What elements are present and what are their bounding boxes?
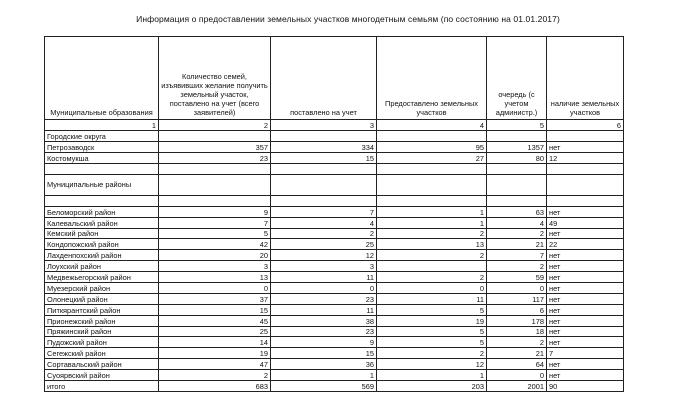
cell-available: нет — [547, 228, 624, 239]
cell-available: 49 — [547, 217, 624, 228]
cell-families: 15 — [159, 304, 271, 315]
column-number: 5 — [487, 120, 547, 131]
table-row — [45, 283, 624, 294]
document-title: Информация о предоставлении земельных участков многодетным семьям (по состоянию на 01.01.2017) — [136, 14, 560, 24]
cell-families: 25 — [159, 326, 271, 337]
cell-available: 12 — [547, 152, 624, 163]
cell-queue: 6 — [487, 304, 547, 315]
header-municipality: Муниципальные образования — [45, 37, 159, 120]
cell-provided: 2 — [377, 272, 487, 283]
cell-families: 14 — [159, 337, 271, 348]
row-name: Олонецкий район — [45, 293, 159, 304]
cell-queue: 18 — [487, 326, 547, 337]
cell-provided: 11 — [377, 293, 487, 304]
table-row — [45, 359, 624, 370]
row-name: итого — [45, 381, 159, 392]
header-plots-available: наличие земельных участков — [547, 37, 624, 120]
cell-provided: 95 — [377, 142, 487, 153]
cell-queue: 117 — [487, 293, 547, 304]
total-row — [45, 381, 624, 392]
table-row — [45, 206, 624, 217]
column-number-row — [45, 120, 624, 131]
cell-provided: 19 — [377, 315, 487, 326]
row-name: Сортавальский район — [45, 359, 159, 370]
section-row-city — [45, 131, 624, 142]
cell-available: нет — [547, 337, 624, 348]
table-row — [45, 315, 624, 326]
column-number: 6 — [547, 120, 624, 131]
cell-provided: 13 — [377, 239, 487, 250]
cell-registered: 2 — [271, 228, 377, 239]
cell-registered: 4 — [271, 217, 377, 228]
cell-families: 23 — [159, 152, 271, 163]
table-row — [45, 348, 624, 359]
cell-provided: 1 — [377, 370, 487, 381]
cell-queue: 7 — [487, 250, 547, 261]
cell-available: нет — [547, 326, 624, 337]
cell-provided: 5 — [377, 337, 487, 348]
cell-queue: 1357 — [487, 142, 547, 153]
row-name: Костомукша — [45, 152, 159, 163]
blank-row — [45, 163, 624, 174]
cell-registered: 0 — [271, 283, 377, 294]
cell-available: нет — [547, 370, 624, 381]
blank-row — [45, 195, 624, 206]
cell-queue: 64 — [487, 359, 547, 370]
cell-provided: 2 — [377, 348, 487, 359]
cell-provided: 5 — [377, 304, 487, 315]
cell-available: 22 — [547, 239, 624, 250]
cell-registered: 3 — [271, 261, 377, 272]
table-row — [45, 337, 624, 348]
table-row — [45, 304, 624, 315]
row-name: Суоярвский район — [45, 370, 159, 381]
cell-registered: 1 — [271, 370, 377, 381]
cell-registered: 23 — [271, 293, 377, 304]
cell-families: 9 — [159, 206, 271, 217]
cell-provided — [377, 261, 487, 272]
cell-available: 7 — [547, 348, 624, 359]
cell-queue: 2 — [487, 228, 547, 239]
cell-families: 19 — [159, 348, 271, 359]
cell-queue: 21 — [487, 348, 547, 359]
cell-families: 45 — [159, 315, 271, 326]
cell-available: нет — [547, 272, 624, 283]
cell-provided: 2 — [377, 228, 487, 239]
cell-queue: 178 — [487, 315, 547, 326]
cell-queue: 63 — [487, 206, 547, 217]
table-row — [45, 370, 624, 381]
table-row — [45, 293, 624, 304]
cell-families: 7 — [159, 217, 271, 228]
row-name: Медвежьегорский район — [45, 272, 159, 283]
column-number: 3 — [271, 120, 377, 131]
section-label-districts: Муниципальные районы — [45, 174, 159, 195]
cell-available: нет — [547, 250, 624, 261]
cell-families: 47 — [159, 359, 271, 370]
cell-families: 683 — [159, 381, 271, 392]
header-queue: очередь (с учетом администр.) — [487, 37, 547, 120]
cell-available: нет — [547, 261, 624, 272]
cell-registered: 334 — [271, 142, 377, 153]
cell-registered: 25 — [271, 239, 377, 250]
row-name: Кемский район — [45, 228, 159, 239]
row-name: Беломорский район — [45, 206, 159, 217]
row-name: Кондопожский район — [45, 239, 159, 250]
row-name: Муезерский район — [45, 283, 159, 294]
table-row — [45, 228, 624, 239]
cell-available: 90 — [547, 381, 624, 392]
table-row — [45, 152, 624, 163]
cell-registered: 9 — [271, 337, 377, 348]
row-name: Лоухский район — [45, 261, 159, 272]
table-row — [45, 142, 624, 153]
cell-families: 37 — [159, 293, 271, 304]
cell-provided: 27 — [377, 152, 487, 163]
section-label-city: Городские округа — [45, 131, 159, 142]
land-allocation-table — [44, 36, 624, 392]
cell-queue: 21 — [487, 239, 547, 250]
cell-provided: 1 — [377, 217, 487, 228]
cell-available: нет — [547, 293, 624, 304]
cell-provided: 1 — [377, 206, 487, 217]
cell-queue: 2001 — [487, 381, 547, 392]
cell-queue: 4 — [487, 217, 547, 228]
row-name: Пряжинский район — [45, 326, 159, 337]
cell-families: 3 — [159, 261, 271, 272]
cell-families: 20 — [159, 250, 271, 261]
column-number: 1 — [45, 120, 159, 131]
cell-queue: 2 — [487, 337, 547, 348]
header-plots-provided: Предоставлено земельных участков — [377, 37, 487, 120]
cell-families: 2 — [159, 370, 271, 381]
cell-families: 357 — [159, 142, 271, 153]
cell-families: 0 — [159, 283, 271, 294]
cell-available: нет — [547, 359, 624, 370]
cell-provided: 12 — [377, 359, 487, 370]
cell-registered: 569 — [271, 381, 377, 392]
cell-registered: 15 — [271, 348, 377, 359]
cell-families: 13 — [159, 272, 271, 283]
column-number: 4 — [377, 120, 487, 131]
cell-provided: 5 — [377, 326, 487, 337]
cell-provided: 203 — [377, 381, 487, 392]
table-row — [45, 326, 624, 337]
table-row — [45, 250, 624, 261]
cell-provided: 2 — [377, 250, 487, 261]
section-row-districts — [45, 174, 624, 195]
cell-registered: 36 — [271, 359, 377, 370]
cell-queue: 0 — [487, 283, 547, 294]
cell-available: нет — [547, 315, 624, 326]
cell-available: нет — [547, 142, 624, 153]
row-name: Питкярантский район — [45, 304, 159, 315]
table-row — [45, 217, 624, 228]
cell-available: нет — [547, 304, 624, 315]
table-row — [45, 261, 624, 272]
cell-registered: 7 — [271, 206, 377, 217]
cell-queue: 59 — [487, 272, 547, 283]
row-name: Калевальский район — [45, 217, 159, 228]
cell-available: нет — [547, 206, 624, 217]
cell-available: нет — [547, 283, 624, 294]
cell-registered: 12 — [271, 250, 377, 261]
cell-queue: 0 — [487, 370, 547, 381]
row-name: Пудожский район — [45, 337, 159, 348]
cell-queue: 80 — [487, 152, 547, 163]
cell-registered: 15 — [271, 152, 377, 163]
row-name: Сегежский район — [45, 348, 159, 359]
cell-provided: 0 — [377, 283, 487, 294]
header-on-register: поставлено на учет — [271, 37, 377, 120]
cell-queue: 2 — [487, 261, 547, 272]
cell-families: 42 — [159, 239, 271, 250]
cell-registered: 11 — [271, 272, 377, 283]
cell-registered: 11 — [271, 304, 377, 315]
row-name: Лахденпохский район — [45, 250, 159, 261]
column-number: 2 — [159, 120, 271, 131]
table-row — [45, 272, 624, 283]
cell-families: 5 — [159, 228, 271, 239]
cell-registered: 38 — [271, 315, 377, 326]
header-row — [45, 37, 624, 120]
header-families-registered: Количество семей, изъявивших желание получить земельный участок, поставлено на учет (всего заявителей) — [159, 37, 271, 120]
row-name: Прионежский район — [45, 315, 159, 326]
table-row — [45, 239, 624, 250]
cell-registered: 23 — [271, 326, 377, 337]
row-name: Петрозаводск — [45, 142, 159, 153]
